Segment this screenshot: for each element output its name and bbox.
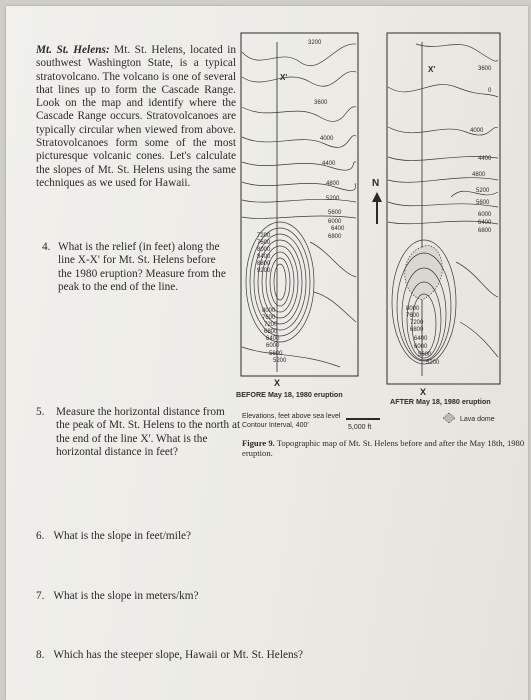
- legend-lava-dome: Lava dome: [460, 416, 495, 423]
- contour-label: 6400: [414, 336, 428, 342]
- contour-label: 6000: [478, 212, 492, 218]
- contour-label: 6400: [478, 220, 492, 226]
- contour-label: 4800: [472, 172, 486, 178]
- intro-bold-lead: Mt. St. Helens:: [36, 44, 110, 56]
- contour-label: 5200: [426, 360, 440, 366]
- contour-label: 5600: [418, 352, 432, 358]
- contour-label: 4000: [320, 136, 334, 142]
- contour-label: 6000: [266, 343, 280, 349]
- x-label-after: X: [420, 387, 427, 397]
- intro-paragraph: [36, 44, 236, 190]
- scale-bar: [346, 418, 380, 420]
- question-6: [36, 530, 191, 543]
- x-prime-label: X': [280, 73, 288, 82]
- question-number: 5.: [36, 406, 45, 418]
- contour-label: 6800: [328, 234, 342, 240]
- legend-scale: 5,000 ft: [348, 424, 372, 431]
- intro-text: Mt. St. Helens, located in southwest Washington State, is a typical stratovolcano. The volcano is one of several that lines up to form the Cascade Range. Look on the map and identify where the Cascade Range occurs. Stratovolcanoes are typically circular when viewed from above. Stratovolcanoes form some of the most picturesque volcanic cones. Let's calculate the slopes of Mt. St. Helens using the same techniques as we used for Hawaii.: [36, 44, 237, 189]
- question-number: 7.: [36, 590, 45, 602]
- question-number: 6.: [36, 530, 45, 542]
- contour-label: 5600: [269, 351, 283, 357]
- map-after: [386, 32, 502, 386]
- figure-text: Topographic map of Mt. St. Helens before and after the May 18th, 1980 eruption.: [242, 438, 525, 459]
- contour-label: 7600: [262, 315, 276, 321]
- contour-label: 7200: [264, 322, 278, 328]
- contour-label: 5600: [476, 200, 490, 206]
- contour-label: 4800: [326, 181, 340, 187]
- question-number: 8.: [36, 649, 45, 661]
- question-4: [42, 241, 232, 294]
- contour-label: 8000: [257, 247, 271, 253]
- question-text: Measure the horizontal distance from the peak of Mt. St. Helens to the north at the end of the line X'. What is the horizontal distance in feet?: [56, 406, 241, 458]
- legend-contour-interval: Contour Interval, 400': [242, 422, 309, 429]
- question-7: [36, 590, 199, 603]
- crater: [405, 246, 443, 300]
- contour-label: 6000: [328, 219, 342, 225]
- contour-label: 9200: [257, 268, 271, 274]
- question-number: 4.: [42, 241, 51, 253]
- figure-caption: [242, 438, 527, 459]
- contour-label: 6400: [266, 336, 280, 342]
- question-5: [36, 406, 241, 459]
- legend-elevation: Elevations, feet above sea level: [242, 413, 341, 420]
- question-text: Which has the steeper slope, Hawaii or Mt. St. Helens?: [53, 649, 304, 661]
- contour-label: 5200: [326, 196, 340, 202]
- contour-label: 5200: [476, 188, 490, 194]
- x-label-before: X: [274, 378, 281, 388]
- contour-label: 5200: [273, 358, 287, 364]
- contour-label: 5600: [328, 210, 342, 216]
- contour-label: 8000: [262, 308, 276, 314]
- contour-label: 4400: [322, 161, 336, 167]
- contour-label: 4000: [470, 128, 484, 134]
- contour-label: 3200: [308, 40, 322, 46]
- map-before-title: BEFORE May 18, 1980 eruption: [236, 390, 343, 399]
- contour-label: 6400: [331, 226, 345, 232]
- contour-label: 8800: [257, 261, 271, 267]
- contour-label: 8400: [257, 254, 271, 260]
- lava-dome-icon: [442, 412, 456, 424]
- contour-label: 8000: [406, 306, 420, 312]
- contour-label: 7200: [257, 233, 271, 239]
- question-8: [36, 649, 303, 662]
- contour-label: 7600: [406, 313, 420, 319]
- question-text: What is the slope in feet/mile?: [53, 530, 192, 542]
- map-after-title: AFTER May 18, 1980 eruption: [390, 397, 491, 406]
- contour-label: 6000: [414, 344, 428, 350]
- contour-label: 3600: [314, 100, 328, 106]
- worksheet-page: [6, 6, 528, 700]
- contour-label: 3600: [478, 66, 492, 72]
- contour-label: 6800: [478, 228, 492, 234]
- contour-label: 6800: [410, 327, 424, 333]
- contour-label: 6800: [264, 329, 278, 335]
- question-text: What is the slope in meters/km?: [53, 590, 199, 602]
- figure-label: Figure 9.: [242, 438, 275, 448]
- map-before: [240, 32, 360, 378]
- contour-label: 7200: [410, 320, 424, 326]
- contour-label: 7600: [257, 240, 271, 246]
- x-prime-label: X': [428, 65, 436, 74]
- question-text: What is the relief (in feet) along the line X-X' for Mt. St. Helens before the 1980 eruption? Measure from the peak to the end of the line.: [58, 241, 226, 293]
- north-label: N: [372, 178, 380, 189]
- contour-label: 4400: [478, 156, 492, 162]
- contour-label: 0: [488, 88, 492, 94]
- north-arrow-icon: [371, 192, 383, 224]
